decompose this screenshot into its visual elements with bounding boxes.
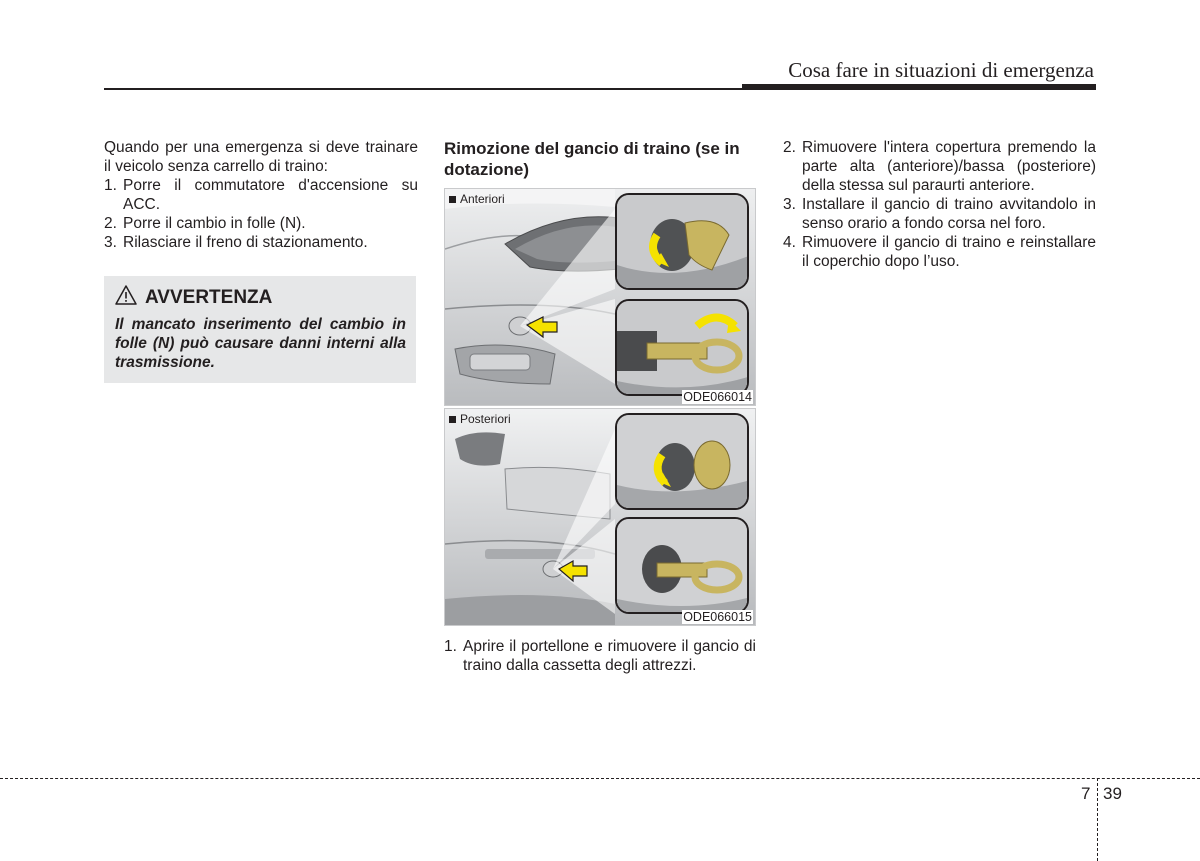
header-rule-thick	[742, 84, 1096, 90]
figure-code: ODE066015	[683, 610, 752, 624]
footer-dashed-rule	[0, 778, 1200, 779]
left-column	[104, 138, 418, 252]
list-item	[444, 637, 756, 675]
middle-column	[444, 138, 756, 190]
inset-front-hook-install	[615, 299, 749, 396]
list-item	[783, 233, 1096, 271]
warning-header	[115, 285, 406, 311]
step-text: Installare il gancio di traino avvitandolo in senso orario a fondo corsa nel foro.	[802, 196, 1096, 232]
section-heading: Rimozione del gancio di traino (se in dotazione)	[444, 139, 740, 179]
step-text: Aprire il portellone e rimuovere il gancio di traino dalla cassetta degli attrezzi.	[463, 638, 756, 674]
warning-title: AVVERTENZA	[145, 287, 273, 308]
figure-label	[449, 412, 511, 426]
figure-label-text: Anteriori	[460, 192, 505, 206]
step-number: 1.	[444, 638, 457, 655]
step-number: 2.	[783, 139, 796, 156]
list-item	[104, 233, 418, 252]
step-text: Rimuovere il gancio di traino e reinstallare il coperchio dopo l’uso.	[802, 234, 1096, 270]
step-text: Porre il cambio in folle (N).	[123, 215, 306, 232]
inset-rear-cover-removal	[615, 413, 749, 510]
warning-triangle-icon	[115, 285, 137, 311]
list-item	[783, 138, 1096, 195]
header-rule-thin	[104, 88, 744, 90]
step-number: 2.	[104, 215, 117, 232]
step-text: Porre il commutatore d'accensione su ACC.	[123, 177, 418, 213]
warning-text: Il mancato inserimento del cambio in folle (N) può causare danni interni alla trasmissione.	[115, 316, 406, 371]
intro-paragraph: Quando per una emergenza si deve trainare il veicolo senza carrello di traino:	[104, 139, 418, 175]
inset-rear-hook-install	[615, 517, 749, 614]
right-column	[783, 138, 1096, 271]
step-text: Rilasciare il freno di stazionamento.	[123, 234, 368, 251]
figure-code: ODE066014	[683, 390, 752, 404]
footer-dashed-divider	[1097, 778, 1098, 861]
figure-front-tow-hook	[444, 188, 756, 406]
step-number: 3.	[783, 196, 796, 213]
middle-column-steps	[444, 637, 756, 675]
figure-label	[449, 192, 505, 206]
step-number: 4.	[783, 234, 796, 251]
step-number: 3.	[104, 234, 117, 251]
list-item	[104, 214, 418, 233]
page-number: 39	[1103, 784, 1122, 803]
square-bullet-icon	[449, 416, 456, 423]
step-text: Rimuovere l'intera copertura premendo la parte alta (anteriore)/bassa (posteriore) della stessa sul paraurti anteriore.	[802, 139, 1096, 194]
step-number: 1.	[104, 177, 117, 194]
figure-label-text: Posteriori	[460, 412, 511, 426]
warning-box	[104, 276, 416, 383]
square-bullet-icon	[449, 196, 456, 203]
list-item	[104, 176, 418, 214]
list-item	[783, 195, 1096, 233]
chapter-number: 7	[1081, 784, 1091, 803]
inset-front-cover-removal	[615, 193, 749, 290]
chapter-title: Cosa fare in situazioni di emergenza	[788, 58, 1094, 82]
figure-rear-tow-hook	[444, 408, 756, 626]
